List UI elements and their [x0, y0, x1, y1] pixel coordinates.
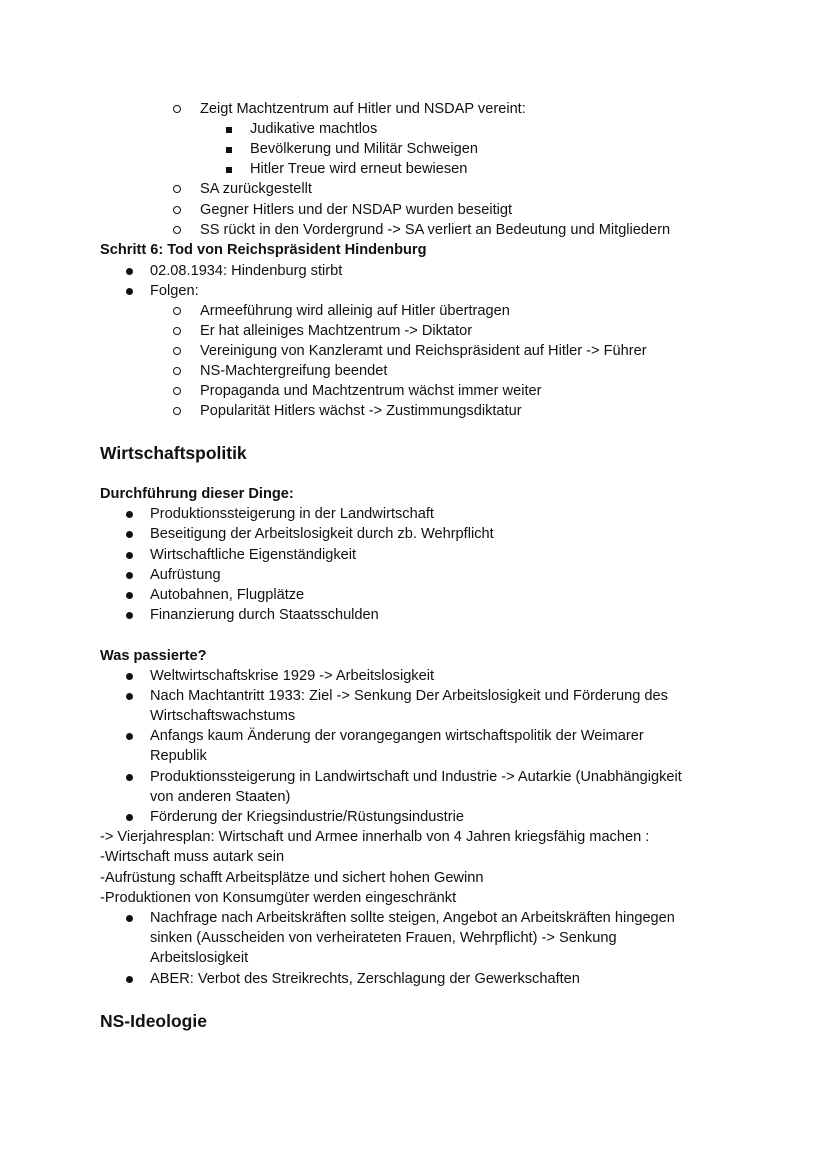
square-bullet-icon: [223, 119, 235, 139]
list-item: Beseitigung der Arbeitslosigkeit durch zb. Wehrpflicht: [150, 526, 494, 542]
text-line: -Wirtschaft muss autark sein: [100, 849, 285, 865]
disc-bullet-icon: [123, 545, 135, 565]
list-item: Folgen:: [150, 283, 199, 299]
list-item: ABER: Verbot des Streikrechts, Zerschlagung der Gewerkschaften: [150, 971, 580, 987]
circle-bullet-icon: [171, 381, 183, 401]
list-item: Bevölkerung und Militär Schweigen: [250, 141, 478, 157]
list-item-continuation: Arbeitslosigkeit: [150, 950, 249, 966]
square-bullet-icon: [223, 139, 235, 159]
list-item: Judikative machtlos: [250, 121, 378, 137]
list-item: Autobahnen, Flugplätze: [150, 587, 305, 603]
disc-bullet-icon: [123, 726, 135, 746]
list-item: Produktionssteigerung in Landwirtschaft und Industrie -> Autarkie (Unabhängigkeit: [150, 769, 682, 785]
section-title: Wirtschaftspolitik: [100, 443, 247, 463]
disc-bullet-icon: [123, 686, 135, 706]
circle-bullet-icon: [171, 361, 183, 381]
list-item: Armeeführung wird alleinig auf Hitler übertragen: [200, 303, 510, 319]
circle-bullet-icon: [171, 99, 183, 119]
disc-bullet-icon: [123, 585, 135, 605]
circle-bullet-icon: [171, 220, 183, 240]
list-item: SA zurückgestellt: [200, 181, 312, 197]
list-item: Produktionssteigerung in der Landwirtschaft: [150, 506, 434, 522]
list-item: Nach Machtantritt 1933: Ziel -> Senkung Der Arbeitslosigkeit und Förderung des: [150, 688, 668, 704]
disc-bullet-icon: [123, 605, 135, 625]
list-item: Gegner Hitlers und der NSDAP wurden beseitigt: [200, 202, 513, 218]
list-item: 02.08.1934: Hindenburg stirbt: [150, 263, 343, 279]
list-item: NS-Machtergreifung beendet: [200, 363, 388, 379]
circle-bullet-icon: [171, 321, 183, 341]
list-item: Zeigt Machtzentrum auf Hitler und NSDAP vereint:: [200, 101, 526, 117]
circle-bullet-icon: [171, 179, 183, 199]
disc-bullet-icon: [123, 281, 135, 301]
text-line: -Produktionen von Konsumgüter werden eingeschränkt: [100, 890, 457, 906]
subsection-heading: Was passierte?: [100, 648, 207, 664]
list-item-continuation: Wirtschaftswachstums: [150, 708, 296, 724]
circle-bullet-icon: [171, 341, 183, 361]
disc-bullet-icon: [123, 908, 135, 928]
text-line: -> Vierjahresplan: Wirtschaft und Armee innerhalb von 4 Jahren kriegsfähig machen :: [100, 829, 650, 845]
list-item-continuation: sinken (Ausscheiden von verheirateten Frauen, Wehrpflicht) -> Senkung: [150, 930, 617, 946]
list-item-continuation: Republik: [150, 748, 207, 764]
disc-bullet-icon: [123, 524, 135, 544]
list-item: Popularität Hitlers wächst -> Zustimmungsdiktatur: [200, 403, 522, 419]
circle-bullet-icon: [171, 401, 183, 421]
circle-bullet-icon: [171, 200, 183, 220]
disc-bullet-icon: [123, 807, 135, 827]
list-item: Anfangs kaum Änderung der vorangegangen wirtschaftspolitik der Weimarer: [150, 728, 644, 744]
list-item: Propaganda und Machtzentrum wächst immer weiter: [200, 383, 542, 399]
text-line: -Aufrüstung schafft Arbeitsplätze und sichert hohen Gewinn: [100, 870, 484, 886]
disc-bullet-icon: [123, 261, 135, 281]
list-item: Finanzierung durch Staatsschulden: [150, 607, 379, 623]
square-bullet-icon: [223, 159, 235, 179]
list-item: Weltwirtschaftskrise 1929 -> Arbeitslosigkeit: [150, 668, 435, 684]
section-heading: Schritt 6: Tod von Reichspräsident Hindenburg: [100, 242, 427, 258]
list-item-continuation: von anderen Staaten): [150, 789, 291, 805]
list-item: Vereinigung von Kanzleramt und Reichspräsident auf Hitler -> Führer: [200, 343, 647, 359]
list-item: Förderung der Kriegsindustrie/Rüstungsindustrie: [150, 809, 464, 825]
disc-bullet-icon: [123, 565, 135, 585]
list-item: SS rückt in den Vordergrund -> SA verliert an Bedeutung und Mitgliedern: [200, 222, 671, 238]
disc-bullet-icon: [123, 767, 135, 787]
subsection-heading: Durchführung dieser Dinge:: [100, 486, 294, 502]
list-item: Aufrüstung: [150, 567, 221, 583]
list-item: Nachfrage nach Arbeitskräften sollte steigen, Angebot an Arbeitskräften hingegen: [150, 910, 675, 926]
disc-bullet-icon: [123, 666, 135, 686]
section-title: NS-Ideologie: [100, 1011, 207, 1031]
circle-bullet-icon: [171, 301, 183, 321]
disc-bullet-icon: [123, 504, 135, 524]
list-item: Hitler Treue wird erneut bewiesen: [250, 161, 468, 177]
list-item: Wirtschaftliche Eigenständigkeit: [150, 547, 357, 563]
disc-bullet-icon: [123, 969, 135, 989]
list-item: Er hat alleiniges Machtzentrum -> Diktator: [200, 323, 473, 339]
